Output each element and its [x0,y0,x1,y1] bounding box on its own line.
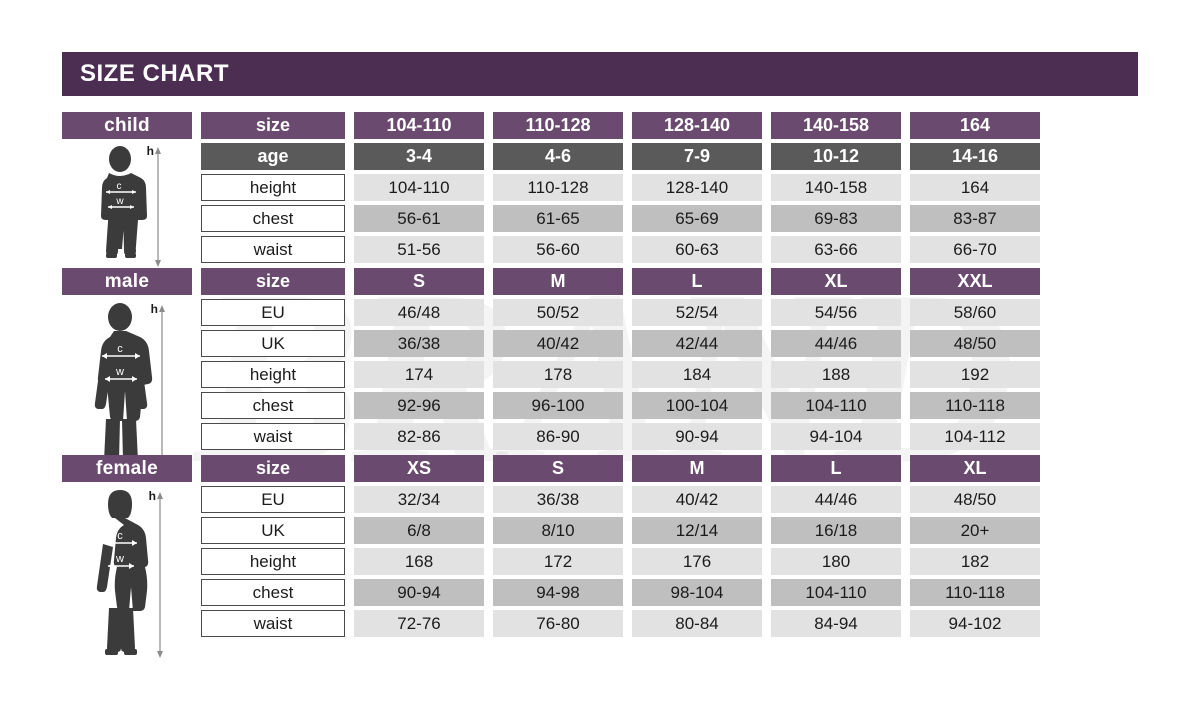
value-cell: XL [771,268,901,295]
value-cell: 104-110 [354,112,484,139]
male-silhouette [62,301,192,476]
value-cell: 94-98 [493,579,623,606]
value-cell: 80-84 [632,610,762,637]
value-cell: 8/10 [493,517,623,544]
value-cell: 86-90 [493,423,623,450]
row-label-chest: chest [201,579,345,606]
svg-text:h: h [150,302,158,316]
row-label-height: height [201,548,345,575]
value-cell: 46/48 [354,299,484,326]
svg-text:c: c [116,181,122,192]
value-cell: 82-86 [354,423,484,450]
row-label-waist: waist [201,423,345,450]
row-label-chest: chest [201,205,345,232]
value-cell: 104-110 [771,392,901,419]
table-row [62,548,1138,575]
size-section-male [62,268,1138,450]
table-row [62,205,1138,232]
value-cell: 32/34 [354,486,484,513]
value-cell: 54/56 [771,299,901,326]
value-cell: 7-9 [632,143,762,170]
value-cell: 140-158 [771,112,901,139]
table-row [62,423,1138,450]
value-cell: 40/42 [632,486,762,513]
group-header-male: male [62,268,192,295]
value-cell: 60-63 [632,236,762,263]
value-cell: 168 [354,548,484,575]
value-cell: 50/52 [493,299,623,326]
table-row [62,268,1138,295]
table-row [62,143,1138,170]
value-cell: L [771,455,901,482]
value-cell: 188 [771,361,901,388]
table-row [62,361,1138,388]
value-cell: 58/60 [910,299,1040,326]
chart-title-bar [62,52,1138,96]
page-title: SIZE CHART [80,60,229,87]
value-cell: 104-112 [910,423,1040,450]
value-cell: 4-6 [493,143,623,170]
row-label-size: size [201,455,345,482]
value-cell: 128-140 [632,174,762,201]
value-cell: 51-56 [354,236,484,263]
value-cell: 76-80 [493,610,623,637]
value-cell: 56-60 [493,236,623,263]
value-cell: 72-76 [354,610,484,637]
value-cell: 94-104 [771,423,901,450]
male-silhouette-svg [62,301,192,476]
value-cell: 36/38 [354,330,484,357]
table-row [62,392,1138,419]
table-row [62,112,1138,139]
value-cell: 36/38 [493,486,623,513]
row-label-waist: waist [201,610,345,637]
value-cell: M [632,455,762,482]
table-row [62,579,1138,606]
value-cell: 65-69 [632,205,762,232]
value-cell: 192 [910,361,1040,388]
row-label-chest: chest [201,392,345,419]
value-cell: 63-66 [771,236,901,263]
child-silhouette-svg [62,145,192,275]
value-cell: 16/18 [771,517,901,544]
value-cell: 184 [632,361,762,388]
value-cell: 174 [354,361,484,388]
value-cell: M [493,268,623,295]
value-cell: 84-94 [771,610,901,637]
row-label-eu: EU [201,486,345,513]
table-row [62,174,1138,201]
svg-text:w: w [116,366,124,378]
value-cell: 92-96 [354,392,484,419]
female-silhouette [62,488,192,663]
value-cell: 110-128 [493,174,623,201]
row-label-waist: waist [201,236,345,263]
value-cell: 56-61 [354,205,484,232]
value-cell: 42/44 [632,330,762,357]
value-cell: 61-65 [493,205,623,232]
value-cell: 176 [632,548,762,575]
value-cell: 96-100 [493,392,623,419]
value-cell: L [632,268,762,295]
table-row [62,330,1138,357]
svg-text:w: w [116,196,124,207]
value-cell: XXL [910,268,1040,295]
value-cell: 90-94 [632,423,762,450]
value-cell: 52/54 [632,299,762,326]
row-label-size: size [201,268,345,295]
value-cell: 48/50 [910,330,1040,357]
value-cell: XS [354,455,484,482]
size-section-female [62,455,1138,637]
value-cell: 110-118 [910,392,1040,419]
table-row [62,299,1138,326]
size-section-child [62,112,1138,263]
value-cell: 182 [910,548,1040,575]
value-cell: 94-102 [910,610,1040,637]
value-cell: 20+ [910,517,1040,544]
value-cell: 140-158 [771,174,901,201]
row-label-uk: UK [201,517,345,544]
value-cell: 110-128 [493,112,623,139]
female-silhouette-svg [62,488,192,663]
value-cell: S [354,268,484,295]
value-cell: 110-118 [910,579,1040,606]
value-cell: 104-110 [354,174,484,201]
value-cell: 178 [493,361,623,388]
value-cell: 180 [771,548,901,575]
child-silhouette [62,145,192,275]
group-header-child: child [62,112,192,139]
svg-text:w: w [116,553,124,565]
table-row [62,517,1138,544]
value-cell: 128-140 [632,112,762,139]
value-cell: 164 [910,112,1040,139]
value-cell: XL [910,455,1040,482]
value-cell: 14-16 [910,143,1040,170]
value-cell: 164 [910,174,1040,201]
group-header-female: female [62,455,192,482]
value-cell: 10-12 [771,143,901,170]
value-cell: 100-104 [632,392,762,419]
table-row [62,610,1138,637]
row-label-height: height [201,174,345,201]
value-cell: 48/50 [910,486,1040,513]
value-cell: 104-110 [771,579,901,606]
value-cell: 44/46 [771,486,901,513]
table-row [62,455,1138,482]
svg-text:h: h [146,145,154,158]
table-row [62,236,1138,263]
row-label-size: size [201,112,345,139]
value-cell: 12/14 [632,517,762,544]
svg-text:c: c [117,343,123,355]
value-cell: 83-87 [910,205,1040,232]
value-cell: S [493,455,623,482]
svg-text:h: h [148,489,156,503]
value-cell: 172 [493,548,623,575]
value-cell: 44/46 [771,330,901,357]
value-cell: 40/42 [493,330,623,357]
row-label-eu: EU [201,299,345,326]
row-label-uk: UK [201,330,345,357]
value-cell: 3-4 [354,143,484,170]
value-cell: 98-104 [632,579,762,606]
value-cell: 90-94 [354,579,484,606]
value-cell: 6/8 [354,517,484,544]
row-label-height: height [201,361,345,388]
size-chart-grid [62,112,1138,641]
row-label-age: age [201,143,345,170]
value-cell: 69-83 [771,205,901,232]
svg-text:c: c [117,530,123,542]
value-cell: 66-70 [910,236,1040,263]
table-row [62,486,1138,513]
